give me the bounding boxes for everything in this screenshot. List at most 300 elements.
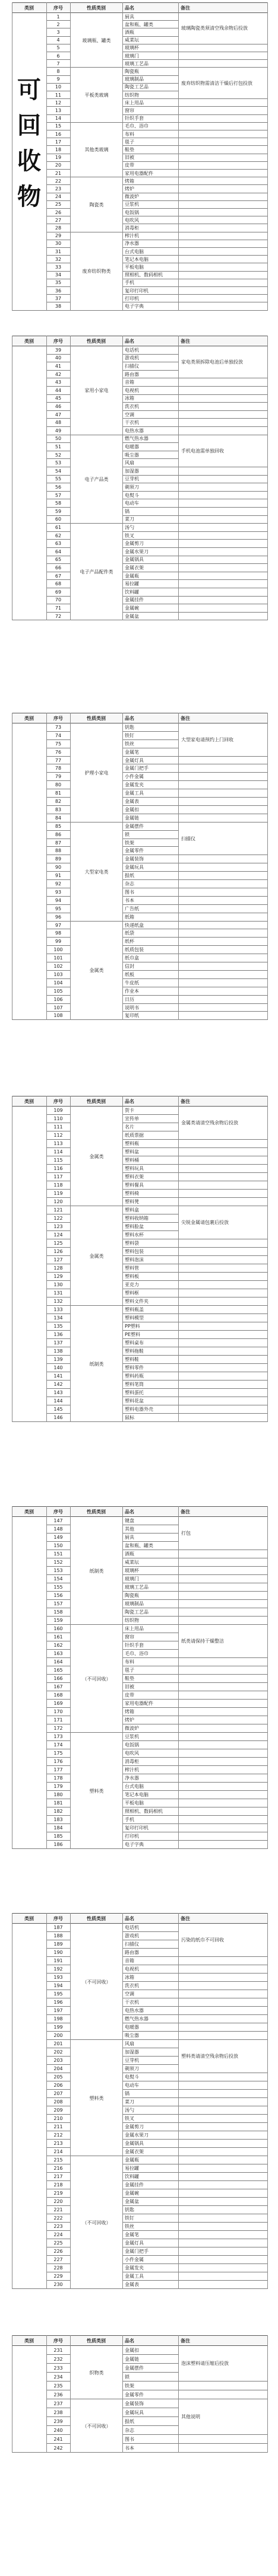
item-name: 榨汁机: [125, 233, 139, 239]
item-name: 加湿器: [125, 468, 139, 474]
row-index: 70: [55, 597, 62, 603]
table-row: [12, 962, 267, 971]
header-note: 备注: [181, 338, 190, 344]
table-row: [12, 411, 267, 419]
row-index: 133: [53, 1307, 63, 1312]
row-index: 29: [55, 233, 62, 239]
table-row: [12, 476, 267, 484]
table-header: [12, 1096, 267, 1107]
row-index: 44: [55, 387, 62, 393]
table-row: [12, 789, 267, 798]
item-name: 窗帘: [125, 107, 134, 113]
row-index: 192: [53, 1966, 63, 1972]
row-index: 50: [55, 436, 62, 442]
table-row: [12, 757, 267, 765]
item-name: 干衣机: [125, 2000, 139, 2005]
row-index: 10: [55, 84, 62, 90]
table-row: [12, 185, 267, 193]
item-name: 金属瓶: [125, 2157, 139, 2163]
header-name: 品名: [125, 1098, 134, 1104]
column-divider: [178, 1913, 179, 2289]
row-index: 56: [55, 484, 62, 490]
table-row: [12, 2214, 267, 2223]
table-row: [12, 2148, 267, 2156]
row-index: 30: [55, 241, 62, 247]
item-name: 照相机、数码相机: [125, 272, 163, 278]
row-index: 112: [53, 1133, 63, 1138]
table-row: [12, 224, 267, 232]
row-index: 86: [55, 831, 62, 837]
item-name: 消毒柜: [125, 1759, 139, 1764]
item-name: 贺卡: [125, 1108, 134, 1113]
row-index: 161: [53, 1634, 63, 1640]
table-row: [12, 2239, 267, 2247]
group-label: 护理小家电: [71, 724, 122, 822]
table-row: [12, 1791, 267, 1799]
table-row: [12, 44, 267, 52]
group-label: 平板类玻璃: [71, 68, 122, 122]
column-divider: [267, 336, 268, 620]
item-name: 家用电器配件: [125, 170, 153, 176]
table-row: [12, 1749, 267, 1758]
header-name: 品名: [125, 1509, 134, 1515]
group-label: 织物类: [71, 2347, 122, 2399]
item-name: 陶瓷工艺品: [125, 1609, 149, 1615]
table-row: [12, 2007, 267, 2015]
row-index: 32: [55, 256, 62, 262]
table-row: [12, 1239, 267, 1248]
table-row: [12, 1381, 267, 1389]
row-index: 148: [53, 1526, 63, 1532]
item-name: 音箱: [125, 380, 134, 385]
table-row: [12, 1558, 267, 1567]
row-index: 184: [53, 1825, 63, 1831]
row-index: 130: [53, 1282, 63, 1287]
item-name: 金属锅具: [125, 557, 144, 563]
table-row: [12, 2390, 267, 2399]
row-index: 96: [55, 914, 62, 920]
row-index: 126: [53, 1249, 63, 1254]
table-row: [12, 1617, 267, 1625]
item-name: 冰箱: [125, 1975, 134, 1980]
table-row: [12, 1666, 267, 1675]
table-row: [12, 2032, 267, 2040]
row-index: 64: [55, 549, 62, 554]
column-divider: [178, 1506, 179, 1849]
row-index: 137: [53, 1340, 63, 1346]
row-index: 178: [53, 1775, 63, 1781]
item-name: 打印机: [125, 295, 139, 301]
row-index: 23: [55, 186, 62, 192]
row-index: 120: [53, 1199, 63, 1204]
item-name: 铁架: [125, 2383, 134, 2389]
table-row: [12, 2023, 267, 2032]
item-name: 盆和瓶、罐类: [125, 1543, 153, 1548]
row-index: 105: [53, 988, 63, 994]
group-label: （不可回收）: [71, 1924, 122, 2039]
item-name: 金属工具: [125, 2274, 144, 2279]
note-text: 家电类须拆除电池后单独投放: [179, 347, 267, 378]
table-row: [12, 798, 267, 806]
row-index: 58: [55, 500, 62, 506]
item-name: 金属水果刀: [125, 2132, 149, 2138]
table-row: [12, 123, 267, 130]
row-index: 7: [56, 60, 60, 66]
column-divider: [46, 1096, 47, 1422]
item-name: 塑料水杯: [125, 1232, 144, 1238]
row-index: 212: [53, 2132, 63, 2138]
row-index: 132: [53, 1299, 63, 1304]
item-name: 塑料蛋托: [125, 1390, 144, 1395]
table-row: [12, 765, 267, 773]
row-index: 152: [53, 1560, 63, 1565]
item-name: 书本: [125, 2445, 134, 2451]
item-name: 电吹风: [125, 1751, 139, 1756]
table-row: [12, 170, 267, 177]
item-name: 吸尘器: [125, 2033, 139, 2038]
table-row: [12, 1012, 267, 1021]
item-name: 陶瓷瓶: [125, 68, 139, 74]
group-label: 陶瓷类: [71, 178, 122, 231]
row-index: 125: [53, 1241, 63, 1246]
note-text: 手机电池需单独回收: [179, 436, 267, 467]
item-name: 键盘: [125, 1518, 134, 1523]
table-row: [12, 2090, 267, 2098]
row-index: 203: [53, 2058, 63, 2063]
item-name: 金属剪刀: [125, 2124, 144, 2129]
row-index: 162: [53, 1643, 63, 1648]
group-label: （不可回收）: [71, 1625, 122, 1732]
table-row: [12, 1965, 267, 1974]
item-name: 锅: [125, 508, 129, 514]
item-name: PE塑料: [125, 1332, 140, 1337]
table-row: [12, 1816, 267, 1824]
table-row: [12, 1397, 267, 1405]
row-index: 219: [53, 2191, 63, 2196]
table-row: [12, 162, 267, 170]
row-index: 78: [55, 766, 62, 771]
item-name: 金属摆件: [125, 823, 144, 829]
row-index: 196: [53, 2000, 63, 2005]
recyclable-title-char: 可: [17, 76, 41, 104]
table-row: [12, 855, 267, 863]
row-index: 169: [53, 1701, 63, 1706]
row-index: 229: [53, 2274, 63, 2279]
table-row: [12, 1264, 267, 1273]
row-index: 167: [53, 1684, 63, 1689]
item-name: 金属盆: [125, 2199, 139, 2204]
item-name: 台式电脑: [125, 248, 144, 254]
row-index: 66: [55, 565, 62, 570]
group-label: 金属类: [71, 1207, 122, 1305]
row-index: 210: [53, 2116, 63, 2121]
row-index: 140: [53, 1365, 63, 1370]
table-row: [12, 1708, 267, 1716]
table-row: [12, 1331, 267, 1339]
item-name: 金属玩具: [125, 865, 144, 871]
row-index: 240: [53, 2427, 63, 2433]
item-name: 床上用品: [125, 100, 144, 106]
row-index: 234: [53, 2374, 63, 2380]
item-name: 照相机、数码相机: [125, 1809, 163, 1814]
row-index: 63: [55, 541, 62, 547]
table-row: [12, 1306, 267, 1314]
row-index: 76: [55, 749, 62, 755]
item-name: 盆和瓶、罐类: [125, 21, 153, 27]
row-index: 42: [55, 371, 62, 377]
item-name: 空调: [125, 1991, 134, 1997]
item-name: 纸质包装: [125, 947, 144, 953]
row-index: 160: [53, 1626, 63, 1631]
table-row: [12, 1691, 267, 1700]
table-row: [12, 1658, 267, 1666]
row-index: 186: [53, 1842, 63, 1847]
row-index: 2: [56, 21, 60, 27]
row-index: 84: [55, 815, 62, 821]
row-index: 107: [53, 1005, 63, 1010]
row-index: 227: [53, 2257, 63, 2262]
header-category: 类别: [24, 338, 34, 344]
table-row: [12, 1414, 267, 1422]
table-row: [12, 880, 267, 888]
table-row: [12, 2264, 267, 2272]
table-row: [12, 177, 267, 185]
column-divider: [122, 2, 123, 311]
table-row: [12, 1165, 267, 1173]
row-index: 59: [55, 508, 62, 514]
item-name: 饮料罐: [125, 589, 139, 595]
table-header: [12, 2335, 267, 2346]
item-name: 杂志: [125, 881, 134, 887]
row-index: 224: [53, 2232, 63, 2237]
item-name: 塑料衣架: [125, 1174, 144, 1179]
row-index: 129: [53, 1274, 63, 1279]
row-index: 52: [55, 452, 62, 458]
group-label: 电子产品类: [71, 436, 122, 524]
row-index: 13: [55, 107, 62, 113]
row-index: 201: [53, 2041, 63, 2046]
group-label: 家用小家电: [71, 347, 122, 435]
group-label: 金属类: [71, 1107, 122, 1206]
item-name: 牛皮纸: [125, 980, 139, 986]
item-name: 电子字典: [125, 303, 144, 309]
row-index: 33: [55, 264, 62, 270]
table-row: [12, 580, 267, 588]
table-row: [12, 130, 267, 138]
row-index: 6: [56, 53, 60, 59]
row-index: 228: [53, 2265, 63, 2271]
header-category: 类别: [24, 2338, 34, 2344]
table-row: [12, 946, 267, 954]
item-name: 报纸: [125, 2418, 134, 2424]
header-nature: 性质类别: [87, 1098, 106, 1104]
row-index: 115: [53, 1158, 63, 1163]
item-name: 净水器: [125, 241, 139, 247]
table-row: [12, 295, 267, 302]
table-row: [12, 1347, 267, 1356]
group-label: 其他类玻璃: [71, 123, 122, 177]
table-row: [12, 773, 267, 781]
row-index: 36: [55, 288, 62, 294]
item-name: 毛巾、浴巾: [125, 1651, 149, 1656]
row-index: 236: [53, 2392, 63, 2398]
header-index: 序号: [53, 1098, 63, 1104]
item-name: 名片: [125, 1124, 134, 1130]
row-index: 60: [55, 517, 62, 522]
table-row: [12, 302, 267, 310]
row-index: 237: [53, 2400, 63, 2406]
header-index: 序号: [53, 5, 63, 11]
item-name: 洗衣机: [125, 403, 139, 409]
row-index: 171: [53, 1717, 63, 1723]
row-index: 109: [53, 1108, 63, 1113]
item-name: 塑料框: [125, 1290, 139, 1296]
table-row: [12, 1297, 267, 1306]
column-divider: [122, 1913, 123, 2289]
item-name: 平板电脑: [125, 1800, 144, 1806]
row-index: 35: [55, 280, 62, 286]
table-row: [12, 1356, 267, 1364]
row-index: 136: [53, 1332, 63, 1337]
row-index: 8: [56, 68, 60, 74]
item-name: 平板电脑: [125, 264, 144, 270]
table-header: [12, 2, 267, 13]
table-row: [12, 1600, 267, 1608]
row-index: 74: [55, 732, 62, 738]
row-index: 174: [53, 1742, 63, 1748]
table-row: [12, 1783, 267, 1791]
item-name: 干衣机: [125, 420, 139, 426]
item-name: 玻璃制品: [125, 76, 144, 82]
header-nature: 性质类别: [87, 715, 106, 721]
column-divider: [178, 713, 179, 1020]
table-row: [12, 138, 267, 146]
row-index: 93: [55, 889, 62, 895]
row-index: 194: [53, 1983, 63, 1988]
row-index: 143: [53, 1390, 63, 1395]
row-index: 190: [53, 1950, 63, 1955]
item-name: 金属灯具: [125, 2240, 144, 2246]
table-row: [12, 2140, 267, 2148]
table-row: [12, 2115, 267, 2123]
column-divider: [122, 2335, 123, 2453]
table-row: [12, 806, 267, 814]
table-row: [12, 588, 267, 597]
item-name: 手机: [125, 280, 134, 286]
table-row: [12, 2381, 267, 2390]
item-name: 塑料盆: [125, 1149, 139, 1155]
note-text: 尖锐金属请包裹后投放: [179, 1207, 267, 1239]
table-row: [12, 516, 267, 524]
item-name: 净水器: [125, 1775, 139, 1781]
item-name: 易拉罐: [125, 2166, 139, 2171]
row-index: 197: [53, 2008, 63, 2013]
row-index: 207: [53, 2091, 63, 2096]
table-row: [12, 1774, 267, 1783]
item-name: 说明书: [125, 1005, 139, 1010]
table-row: [12, 938, 267, 946]
item-name: 笔记本电脑: [125, 1792, 149, 1797]
row-index: 28: [55, 225, 62, 231]
table-row: [12, 1364, 267, 1372]
table-row: [12, 1974, 267, 1982]
item-name: 毛巾、浴巾: [125, 123, 149, 129]
recyclable-title-char: 物: [17, 183, 41, 211]
table-row: [12, 613, 267, 621]
header-nature: 性质类别: [87, 1509, 106, 1515]
item-name: 酒瓶: [125, 1551, 134, 1557]
row-index: 193: [53, 1975, 63, 1980]
item-name: 塑料零件: [125, 1365, 144, 1370]
table-row: [12, 52, 267, 60]
row-index: 146: [53, 1415, 63, 1420]
row-index: 77: [55, 757, 62, 763]
group-label: （不可回收）: [71, 2157, 122, 2288]
item-name: 纸巾盒: [125, 955, 139, 961]
recyclable-title-char: 回: [17, 112, 41, 139]
table-row: [12, 256, 267, 263]
item-name: 金属发夹: [125, 2265, 144, 2271]
table-row: [12, 2081, 267, 2090]
row-index: 22: [55, 178, 62, 184]
item-name: 金属零件: [125, 2392, 144, 2398]
table-row: [12, 1998, 267, 2007]
column-divider: [46, 336, 47, 620]
row-index: 48: [55, 420, 62, 426]
table-row: [12, 154, 267, 162]
table-row: [12, 2131, 267, 2140]
item-name: PP塑料: [125, 1324, 140, 1329]
header-name: 品名: [125, 715, 134, 721]
row-index: 181: [53, 1800, 63, 1806]
row-index: 218: [53, 2182, 63, 2188]
item-name: 复印纸: [125, 1013, 139, 1019]
row-index: 150: [53, 1543, 63, 1548]
table-row: [12, 1289, 267, 1297]
item-name: 其他: [125, 1526, 134, 1532]
item-name: 金属工具: [125, 790, 144, 796]
row-index: 89: [55, 856, 62, 862]
item-name: 台式电脑: [125, 1784, 144, 1789]
row-index: 91: [55, 873, 62, 879]
table-row: [12, 279, 267, 287]
row-index: 40: [55, 355, 62, 361]
item-name: 铁丝: [125, 741, 134, 747]
row-index: 155: [53, 1585, 63, 1590]
item-name: 金属盆: [125, 613, 139, 619]
item-name: 电话机: [125, 347, 139, 353]
table-row: [12, 2231, 267, 2239]
row-index: 80: [55, 782, 62, 788]
table-row: [12, 2106, 267, 2115]
item-name: 纸质票据: [125, 1133, 144, 1138]
item-name: 毯子: [125, 139, 134, 145]
row-index: 41: [55, 363, 62, 369]
row-index: 205: [53, 2074, 63, 2080]
item-name: 游戏机: [125, 1933, 139, 1939]
table-row: [12, 1982, 267, 1990]
item-name: 金属笔: [125, 749, 139, 755]
header-note: 备注: [181, 1915, 190, 1921]
table-row: [12, 1190, 267, 1198]
table-row: [12, 483, 267, 492]
item-name: 豆芽机: [125, 476, 139, 482]
item-name: 电吹风: [125, 217, 139, 223]
row-index: 71: [55, 605, 62, 611]
table-row: [12, 1372, 267, 1381]
table-row: [12, 872, 267, 880]
table-row: [12, 492, 267, 500]
